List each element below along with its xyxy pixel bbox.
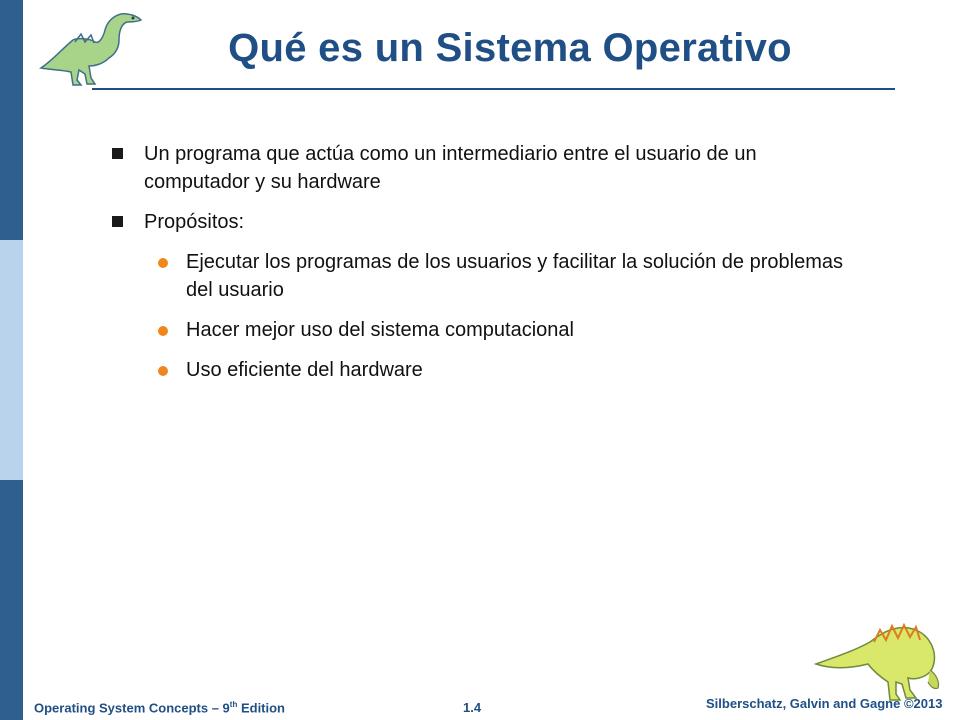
bullet-text: Un programa que actúa como un intermediario entre el usuario de un computador y su hardware bbox=[144, 143, 757, 193]
square-bullet-icon bbox=[112, 216, 123, 227]
sidebar-band bbox=[0, 0, 23, 720]
square-bullet-icon bbox=[112, 148, 123, 159]
sub-bullet-item bbox=[150, 356, 848, 384]
dinosaur-illustration-icon bbox=[812, 612, 952, 702]
bullet-item bbox=[108, 140, 848, 196]
title-divider bbox=[92, 88, 895, 90]
orange-dot-bullet-icon bbox=[158, 366, 168, 376]
sub-bullet-text: Ejecutar los programas de los usuarios y facilitar la solución de problemas del usuario bbox=[186, 251, 843, 301]
sub-bullet-item bbox=[150, 316, 848, 344]
slide-title: Qué es un Sistema Operativo bbox=[228, 26, 792, 70]
sub-bullet-text: Hacer mejor uso del sistema computacional bbox=[186, 319, 574, 341]
sidebar-top-segment bbox=[0, 0, 23, 240]
footer-copyright: Silberschatz, Galvin and Gagne ©2013 bbox=[706, 696, 943, 711]
sidebar-middle-segment bbox=[0, 240, 23, 480]
orange-dot-bullet-icon bbox=[158, 326, 168, 336]
sidebar-bottom-segment bbox=[0, 480, 23, 720]
sub-bullet-text: Uso eficiente del hardware bbox=[186, 359, 423, 381]
dinosaur-logo-icon bbox=[33, 8, 148, 88]
orange-dot-bullet-icon bbox=[158, 258, 168, 268]
footer-book-title: Operating System Concepts – 9th Edition bbox=[34, 700, 286, 716]
footer-page-number: 1.4 bbox=[463, 700, 482, 715]
bullet-item bbox=[108, 208, 848, 236]
sub-bullet-item bbox=[150, 248, 848, 304]
bullet-list bbox=[108, 140, 848, 396]
bullet-text: Propósitos: bbox=[144, 211, 245, 233]
